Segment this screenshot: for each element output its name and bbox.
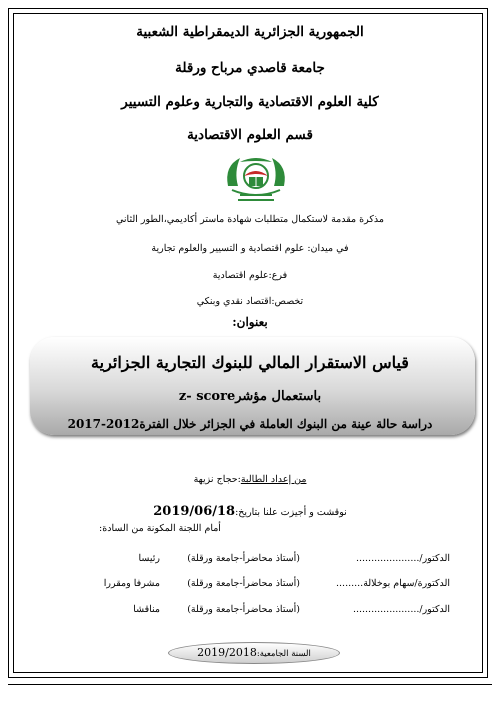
member-name: الدكتور/..................... xyxy=(355,553,450,564)
thesis-title-line2: باستعمال مؤشرz- score xyxy=(178,389,322,404)
member-role: رئيسا xyxy=(138,553,160,564)
member-rank: (أستاذ محاضرأ-جامعة ورقلة) xyxy=(187,578,300,589)
member-role: مناقشا xyxy=(133,604,160,615)
member-rank: (أستاذ محاضرأ-جامعة ورقلة) xyxy=(187,553,300,564)
defense-line xyxy=(50,500,450,519)
memo-line: مذكرة مقدمة لاستكمال متطلبات شهادة ماستر أكاديمي،الطور الثاني xyxy=(116,214,384,225)
defense-label: نوقشت و أجيزت علنا بتاريخ: xyxy=(235,507,347,518)
committee-row xyxy=(50,604,450,615)
committee-row xyxy=(50,553,450,564)
republic-heading: الجمهورية الجزائرية الديمقراطية الشعبية xyxy=(136,24,364,40)
faculty-heading: كلية العلوم الاقتصادية والتجارية وعلوم التسيير xyxy=(121,94,379,110)
member-name: الدكتورة/سهام بوخلالة......... xyxy=(336,578,450,589)
committee-intro: أمام اللجنة المكونة من السادة: xyxy=(99,523,221,534)
member-role: مشرفا ومقررا xyxy=(103,578,160,589)
department-heading: قسم العلوم الاقتصادية xyxy=(187,127,313,143)
member-name: الدكتور/...................... xyxy=(352,604,450,615)
prepared-by xyxy=(50,474,450,485)
university-heading: جامعة قاصدي مرباح ورقلة xyxy=(175,60,325,76)
committee-row xyxy=(50,578,450,589)
academic-year-value: 2019/2018 xyxy=(197,646,257,659)
academic-year xyxy=(168,646,340,659)
university-emblem-icon xyxy=(222,152,290,210)
title-label: بعنوان: xyxy=(232,315,268,329)
defense-date: 2019/06/18 xyxy=(153,504,236,519)
thesis-title-line3: دراسة حالة عينة من البنوك العاملة في الجزائر خلال الفترة2012-2017 xyxy=(67,417,433,431)
branch-line: فرع:علوم اقتصادية xyxy=(212,270,288,281)
student-name: :حجاج نزيهة xyxy=(193,474,241,485)
thesis-title-line1: قياس الاستقرار المالي للبنوك التجارية الجزائرية xyxy=(91,353,409,372)
academic-year-label: السنة الجامعية: xyxy=(256,649,311,659)
specialty-line: تخصص:اقتصاد نقدي وبنكي xyxy=(196,296,304,307)
prepared-label: من إعداد الطالبة xyxy=(240,474,307,485)
member-rank: (أستاذ محاضرأ-جامعة ورقلة) xyxy=(187,604,300,615)
field-line: في ميدان: علوم اقتصادية و التسيير والعلوم تجارية xyxy=(151,243,349,254)
bottom-rule xyxy=(8,684,492,685)
